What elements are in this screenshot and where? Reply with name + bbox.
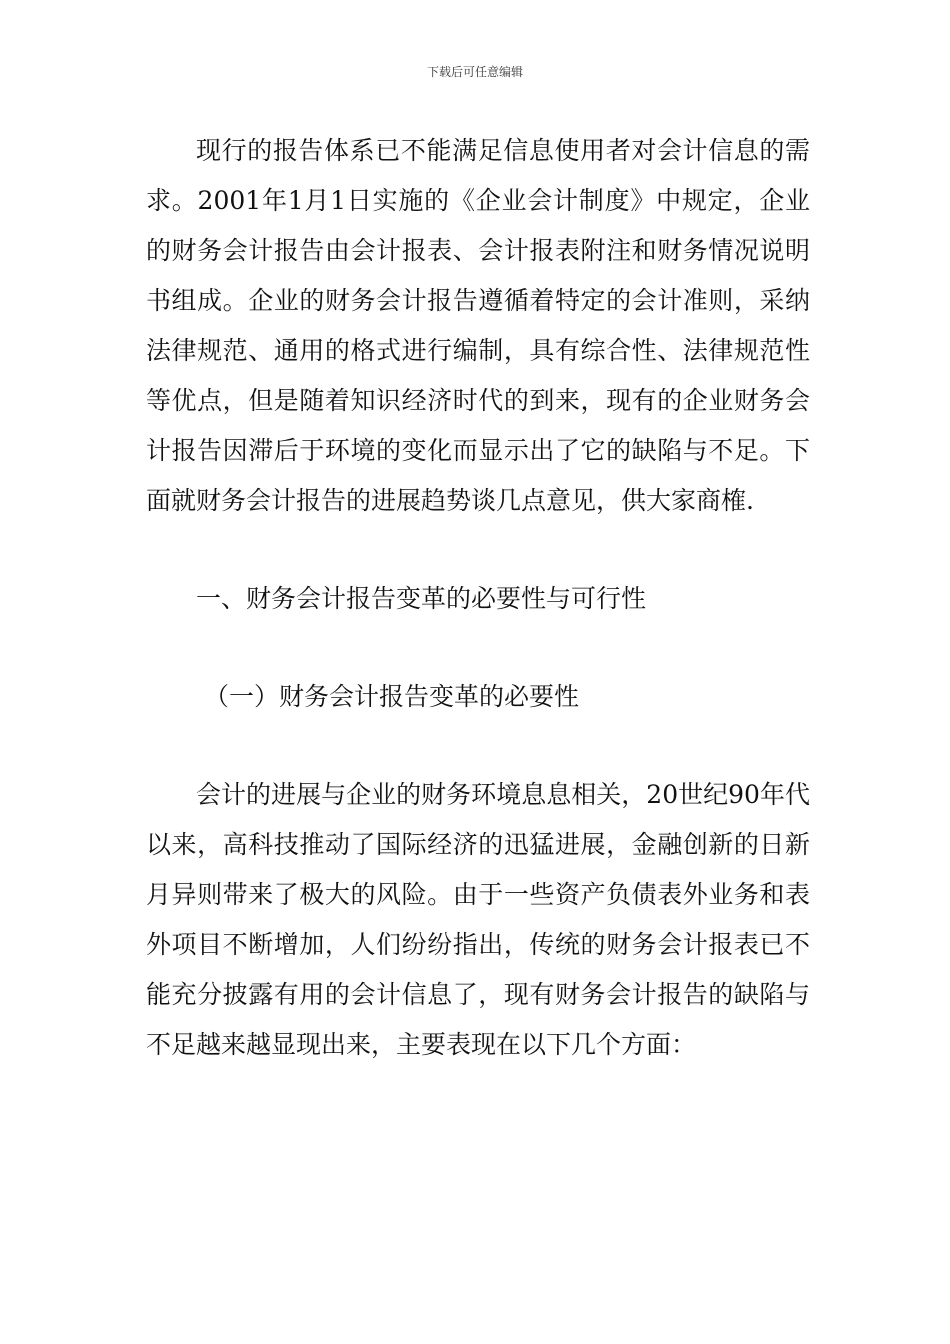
section-heading: 一、财务会计报告变革的必要性与可行性 (196, 584, 647, 613)
body-paragraph-intro: 现行的报告体系已不能满足信息使用者对会计信息的需求。2001年1月1日实施的《企业会计制度》中规定，企业的财务会计报告由会计报表、会计报表附注和财务情况说明书组成。企业的财务会计报告遵循着特定的会计准则，采纳法律规范、通用的格式进行编制，具有综合性、法律规范性等优点，但是随着知识经济时代的到来，现有的企业财务会计报告因滞后于环境的变化而显示出了它的缺陷与不足。下面就财务会计报告的进展趋势谈几点意见，供大家商榷. (146, 136, 810, 515)
subsection-heading: （一）财务会计报告变革的必要性 (204, 682, 580, 711)
document-body (146, 126, 810, 1070)
body-paragraph-necessity: 会计的进展与企业的财务环境息息相关，20世纪90年代以来，高科技推动了国际经济的迅猛进展，金融创新的日新月异则带来了极大的风险。由于一些资产负债表外业务和表外项目不断增加，人们纷纷指出，传统的财务会计报表已不能充分披露有用的会计信息了，现有财务会计报告的缺陷与不足越来越显现出来，主要表现在以下几个方面： (146, 780, 810, 1059)
page-header-note: 下载后可任意编辑 (426, 65, 523, 79)
